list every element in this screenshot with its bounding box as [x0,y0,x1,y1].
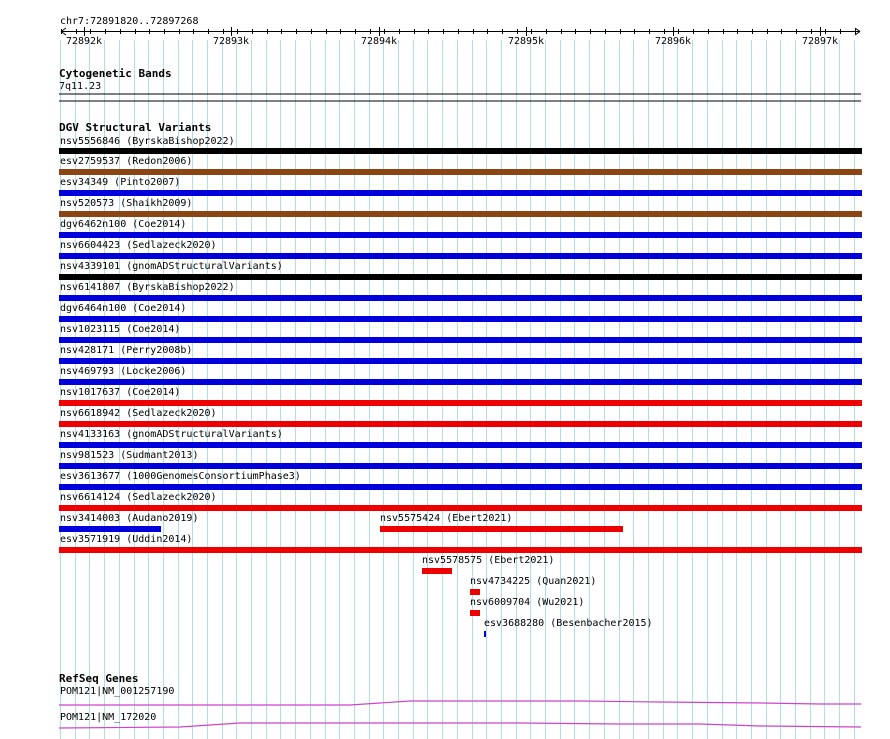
dgv-feature[interactable] [59,240,862,259]
dgv-feature-bar[interactable] [422,568,452,574]
dgv-feature-label: nsv981523 (Sudmant2013) [60,450,199,461]
dgv-feature-label: esv3688280 (Besenbacher2015) [484,618,653,629]
dgv-feature-label: nsv520573 (Shaikh2009) [60,198,193,209]
dgv-feature-bar[interactable] [59,484,862,490]
dgv-feature-bar[interactable] [59,379,862,385]
dgv-feature-label: dgv6464n100 (Coe2014) [60,303,187,314]
refseq-gene-model[interactable] [59,723,861,728]
ruler-tick-label: 72892k [65,36,103,47]
dgv-feature-bar[interactable] [59,232,862,238]
dgv-feature-label: nsv4734225 (Quan2021) [470,576,597,587]
dgv-feature[interactable] [59,219,862,238]
dgv-feature[interactable] [59,198,862,217]
dgv-feature-bar[interactable] [59,337,862,343]
dgv-feature-bar[interactable] [59,526,161,532]
dgv-feature[interactable] [59,136,862,154]
track-title-cytoband[interactable]: Cytogenetic Bands [59,67,172,80]
ruler-scale[interactable] [61,27,860,47]
ruler [60,16,860,47]
track-title-refseq[interactable]: RefSeq Genes [59,672,139,685]
dgv-feature-bar[interactable] [59,358,862,364]
cytoband-track [59,67,861,101]
dgv-feature[interactable] [59,261,862,280]
dgv-feature-label: nsv4133163 (gnomADStructuralVariants) [60,429,283,440]
dgv-feature-bar[interactable] [59,148,862,154]
refseq-gene[interactable] [59,686,861,705]
dgv-feature[interactable] [59,534,862,553]
dgv-feature-label: nsv1017637 (Coe2014) [60,387,181,398]
dgv-feature[interactable] [59,282,862,301]
dgv-feature[interactable] [59,408,862,427]
dgv-feature[interactable] [59,492,862,511]
dgv-feature[interactable] [59,345,862,364]
dgv-feature[interactable] [59,324,862,343]
dgv-feature-bar[interactable] [59,274,862,280]
ruler-tick-label: 72897k [801,36,839,47]
track-title-dgv[interactable]: DGV Structural Variants [59,121,212,134]
refseq-track [59,672,861,728]
dgv-feature-bar[interactable] [59,295,862,301]
dgv-feature-bar[interactable] [59,253,862,259]
dgv-feature-bar[interactable] [470,610,480,616]
dgv-feature[interactable] [59,156,862,175]
dgv-feature-label: nsv6009704 (Wu2021) [470,597,585,608]
refseq-features [59,686,861,728]
dgv-feature-label: nsv4339101 (gnomADStructuralVariants) [60,261,283,272]
dgv-feature-label: dgv6462n100 (Coe2014) [60,219,187,230]
dgv-feature[interactable] [59,450,862,469]
dgv-feature-bar[interactable] [470,589,480,595]
refseq-gene[interactable] [59,712,861,728]
dgv-feature-label: nsv5556846 (ByrskaBishop2022) [60,136,235,147]
dgv-feature-bar[interactable] [59,400,862,406]
dgv-feature-label: esv34349 (Pinto2007) [60,177,181,188]
dgv-feature-bar[interactable] [59,190,862,196]
dgv-feature[interactable] [59,303,862,322]
dgv-feature-bar[interactable] [59,421,862,427]
dgv-feature-bar[interactable] [59,169,862,175]
dgv-feature-label: nsv469793 (Locke2006) [60,366,187,377]
dgv-feature-bar[interactable] [484,631,486,637]
refseq-gene-model[interactable] [59,701,861,705]
dgv-feature-label: nsv3414003 (Audano2019) [60,513,199,524]
dgv-feature[interactable] [59,429,862,448]
dgv-feature-bar[interactable] [59,547,862,553]
dgv-feature[interactable] [59,471,862,490]
dgv-feature-label: nsv5578575 (Ebert2021) [422,555,555,566]
ruler-tick-label: 72893k [212,36,250,47]
dgv-feature-label: nsv6141807 (ByrskaBishop2022) [60,282,235,293]
dgv-feature-bar[interactable] [59,442,862,448]
dgv-feature[interactable] [470,576,596,595]
dgv-feature-label: esv3571919 (Uddin2014) [60,534,193,545]
dgv-feature[interactable] [59,366,862,385]
dgv-feature[interactable] [422,555,554,574]
dgv-feature-label: nsv5575424 (Ebert2021) [380,513,513,524]
dgv-feature-label: esv2759537 (Redon2006) [60,156,193,167]
dgv-feature-bar[interactable] [59,463,862,469]
dgv-features [59,136,862,637]
location-label: chr7:72891820..72897268 [60,16,199,27]
dgv-feature[interactable] [59,513,198,532]
dgv-feature-label: nsv428171 (Perry2008b) [60,345,193,356]
dgv-feature-bar[interactable] [59,211,862,217]
dgv-feature-bar[interactable] [380,526,623,532]
dgv-feature-bar[interactable] [59,505,862,511]
refseq-gene-label: POM121|NM_172020 [60,712,157,723]
ruler-tick-label: 72894k [360,36,398,47]
dgv-feature-label: nsv6618942 (Sedlazeck2020) [60,408,217,419]
dgv-feature[interactable] [470,597,584,616]
dgv-feature[interactable] [484,618,653,637]
dgv-feature[interactable] [59,387,862,406]
dgv-feature-label: esv3613677 (1000GenomesConsortiumPhase3) [60,471,301,482]
dgv-feature[interactable] [59,177,862,196]
cytoband-label: 7q11.23 [59,81,102,92]
dgv-feature-label: nsv1023115 (Coe2014) [60,324,181,335]
dgv-feature-label: nsv6604423 (Sedlazeck2020) [60,240,217,251]
ruler-tick-label: 72896k [654,36,692,47]
ruler-tick-label: 72895k [507,36,545,47]
dgv-feature-label: nsv6614124 (Sedlazeck2020) [60,492,217,503]
dgv-track [59,121,862,637]
dgv-feature-bar[interactable] [59,316,862,322]
refseq-gene-label: POM121|NM_001257190 [60,686,175,697]
dgv-feature[interactable] [380,513,623,532]
